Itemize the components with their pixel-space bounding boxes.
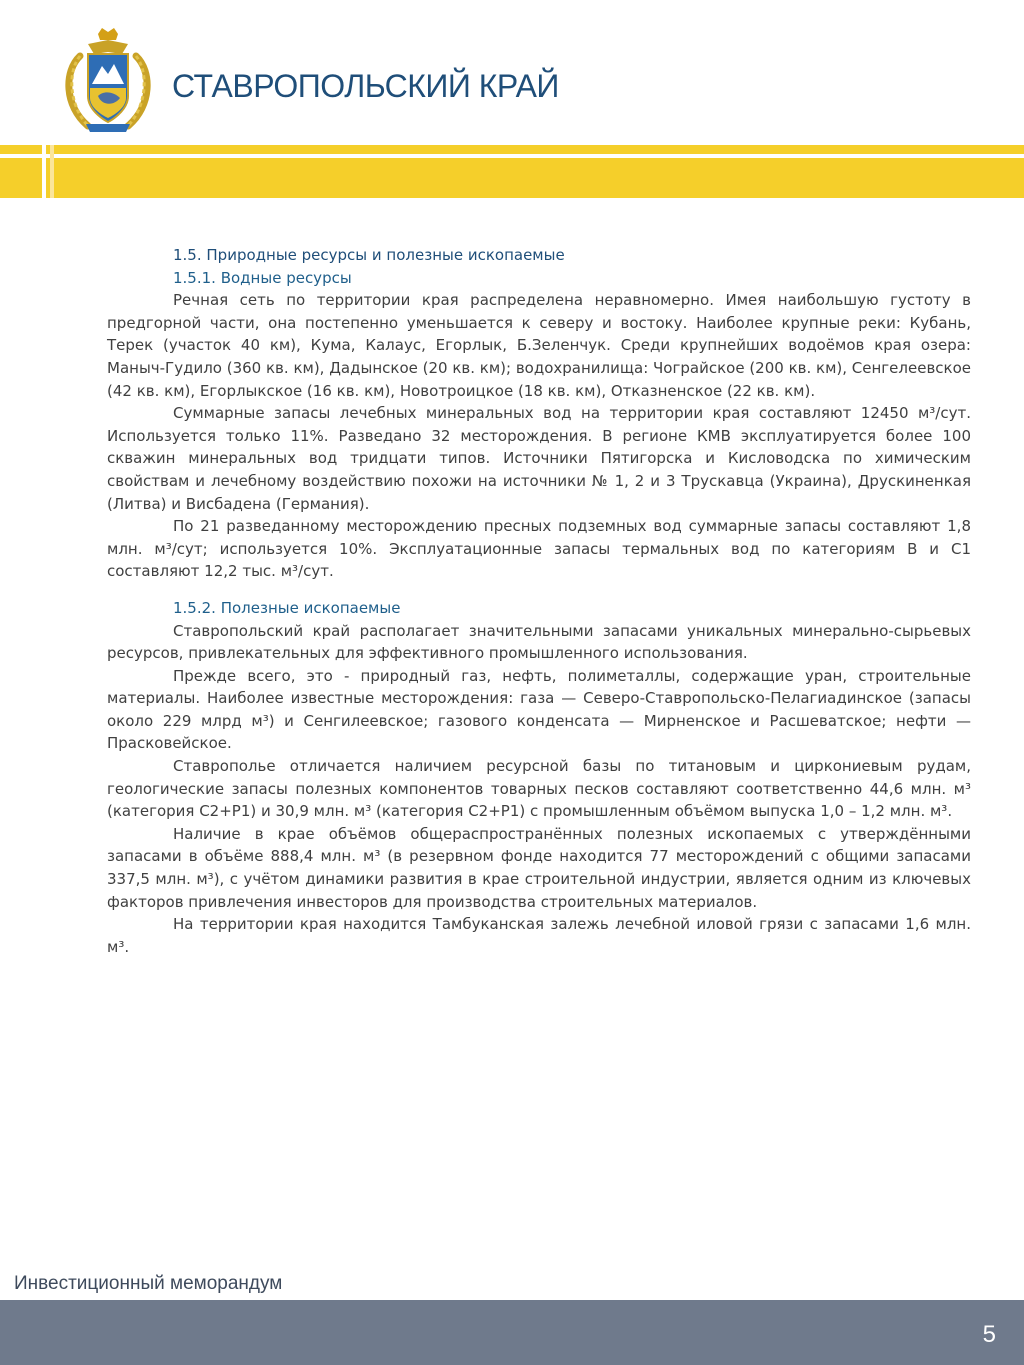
header-band-top [0,145,1024,154]
paragraph: Прежде всего, это - природный газ, нефть, полиметаллы, содержащие уран, строительные материалы. Наиболее известные месторождения: газа — Северо-Ставропольско-Пелагиадинское (запасы около 229 млрд м³) и Сенгилеевское; газового конденсата — Мирненское и Расшеватское; нефти — Прасковейское. [107,666,971,753]
header-band-divider-light [50,145,54,198]
paragraph: По 21 разведанному месторождению пресных подземных вод суммарные запасы составляют 1,8 млн. м³/сут; используется 10%. Эксплуатационные запасы термальных вод по категориям В и С1 составляют 12,2 тыс. м³/сут. [107,517,971,581]
region-title: СТАВРОПОЛЬСКИЙ КРАЙ [172,68,559,104]
paragraph: Ставрополье отличается наличием ресурсной базы по титановым и циркониевым рудам, геологические запасы полезных компонентов товарных песков составляют соответственно 44,6 млн. м³ (категория С2+Р1) и 30,9 млн. м³ (категория С2+Р1) с промышленным объёмом выпуска 1,0 – 1,2 млн. м³. [107,757,971,821]
document-content [107,244,971,958]
section-title: 1.5. Природные ресурсы и полезные ископаемые [173,246,565,264]
coat-of-arms-emblem [58,26,158,136]
memo-label: Инвестиционный меморандум [14,1273,283,1294]
header-band-main [0,158,1024,198]
paragraph: На территории края находится Тамбуканская залежь лечебной иловой грязи с запасами 1,6 млн. м³. [107,915,971,956]
subsection-heading-water: 1.5.1. Водные ресурсы [173,268,352,287]
paragraph: Ставропольский край располагает значительными запасами уникальных минерально-сырьевых ресурсов, привлекательных для эффективного промышленного использования. [107,621,971,663]
subsection-heading-minerals: 1.5.2. Полезные ископаемые [173,598,401,617]
header-band-divider [42,145,46,198]
footer-bar [0,1300,1024,1365]
paragraph: Суммарные запасы лечебных минеральных вод на территории края составляют 12450 м³/сут. Используется только 11%. Разведано 32 месторождения. В регионе КМВ эксплуатируется более 100 скважин минеральных вод тридцати типов. Источники Пятигорска и Кисловодска по химическим свойствам и лечебному воздействию похожи на источники № 1, 2 и 3 Трускавца (Украина), Друскиненкая (Литва) и Висбадена (Германия). [107,404,971,513]
paragraph: Наличие в крае объёмов общераспространённых полезных ископаемых с утверждёнными запасами в объёме 888,4 млн. м³ (в резервном фонде находится 77 месторождений с общими запасами 337,5 млн. м³), с учётом динамики развития в крае строительной индустрии, является одним из ключевых факторов привлечения инвесторов для производства строительных материалов. [107,824,971,911]
paragraph: Речная сеть по территории края распределена неравномерно. Имея наибольшую густоту в предгорной части, она постепенно уменьшается к северу и востоку. Наиболее крупные реки: Кубань, Терек (участок 40 км), Кума, Калаус, Егорлык, Б.Зеленчук. Среди крупнейших водоёмов края озера: Маныч-Гудило (360 кв. км), Дадынское (20 кв. км); водохранилища: Чограйское (200 кв. км), Сенгелеевское (42 кв. км), Егорлыкское (16 кв. км), Новотроицкое (18 кв. км), Отказненское (22 кв. км). [107,291,971,400]
page-number: 5 [982,1321,996,1348]
